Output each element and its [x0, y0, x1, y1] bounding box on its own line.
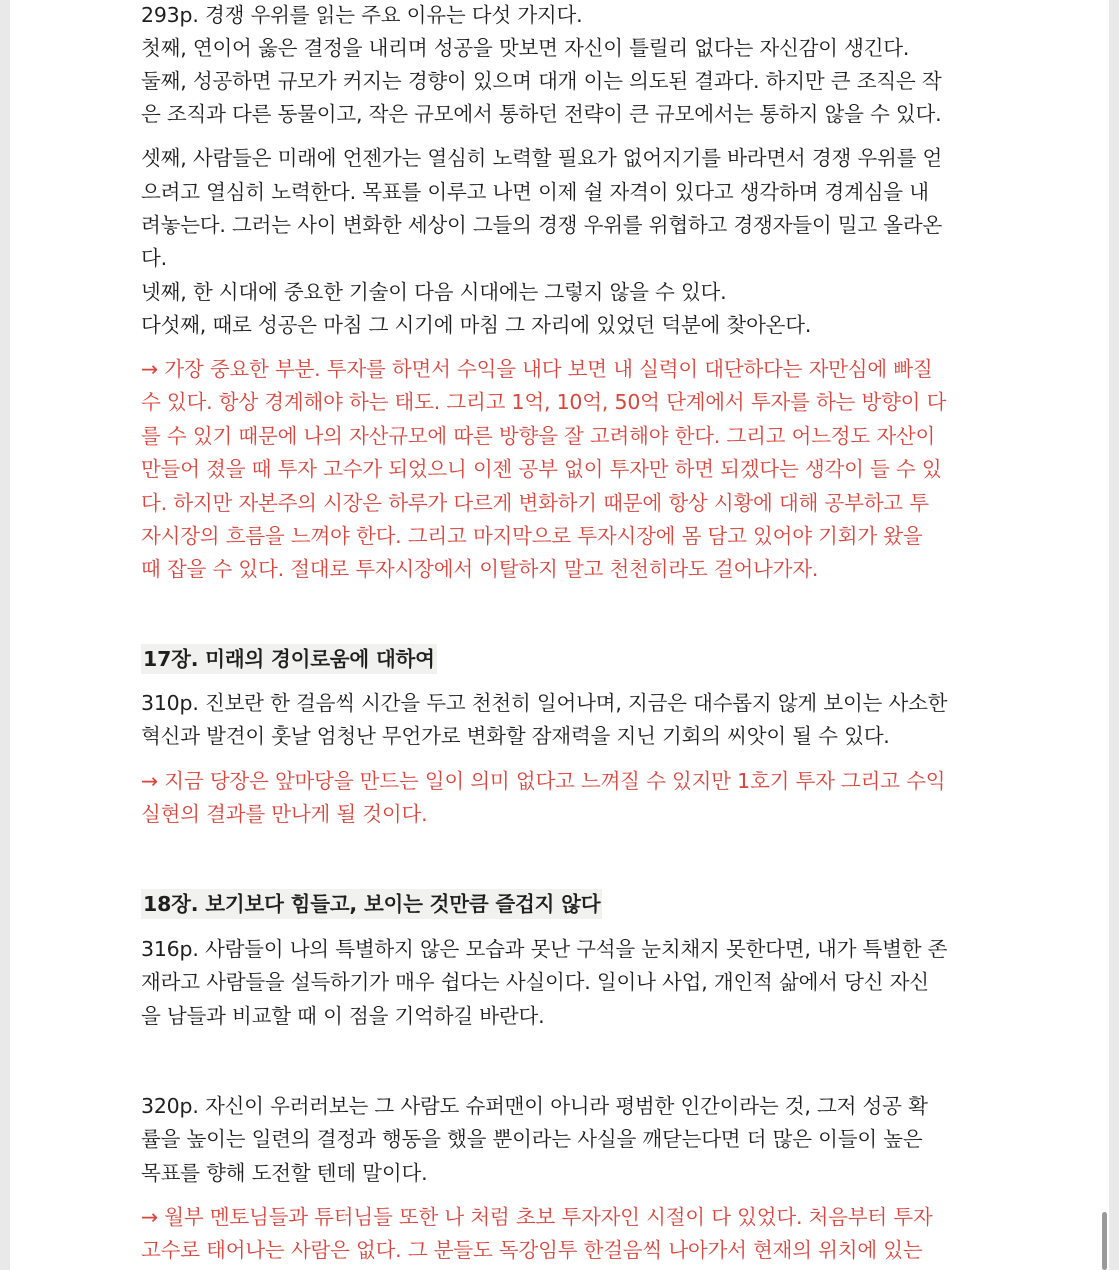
note-line: 수 있다. 항상 경계해야 하는 태도. 그리고 1억, 10억, 50억 단계에서 투자를 하는 방향이 다	[141, 390, 947, 414]
quote-line: 목표를 향해 도전할 텐데 말이다.	[141, 1161, 428, 1185]
scrollbar-thumb[interactable]	[1102, 1212, 1107, 1270]
note-line: 고수로 태어나는 사람은 없다. 그 분들도 독강임투 한걸음씩 나아가서 현재의 위치에 있는	[141, 1238, 923, 1262]
quote-line: 다섯째, 때로 성공은 마침 그 시기에 마침 그 자리에 있었던 덕분에 찾아온다.	[141, 313, 812, 337]
note-line: → 지금 당장은 앞마당을 만드는 일이 의미 없다고 느껴질 수 있지만 1호기 투자 그리고 수익	[141, 769, 946, 793]
note-line: 만들어 졌을 때 투자 고수가 되었으니 이젠 공부 없이 투자만 하면 되겠다는 생각이 들 수 있	[141, 457, 942, 481]
quote-line: 320p. 자신이 우러러보는 그 사람도 슈퍼맨이 아니라 평범한 인간이라는 것, 그저 성공 확	[141, 1094, 928, 1118]
note-line: → 가장 중요한 부분. 투자를 하면서 수익을 내다 보면 내 실력이 대단하다는 자만심에 빠질	[141, 357, 933, 381]
quote-line: 혁신과 발견이 훗날 엄청난 무언가로 변화할 잠재력을 지닌 기회의 씨앗이 될 수 있다.	[141, 724, 890, 748]
note-line: 를 수 있기 때문에 나의 자산규모에 따른 방향을 잘 고려해야 한다. 그리고 어느정도 자산이	[141, 424, 936, 448]
quote-line: 둘째, 성공하면 규모가 커지는 경향이 있으며 대개 이는 의도된 결과다. 하지만 큰 조직은 작	[141, 69, 942, 93]
quote-line: 310p. 진보란 한 걸음씩 시간을 두고 천천히 일어나며, 지금은 대수롭지 않게 보이는 사소한	[141, 691, 948, 715]
section-heading-17: 17장. 미래의 경이로움에 대하여	[141, 644, 437, 674]
note-line: 실현의 결과를 만나게 될 것이다.	[141, 802, 428, 826]
right-page-edge	[1109, 0, 1119, 1270]
section-heading-18: 18장. 보기보다 힘들고, 보이는 것만큼 즐겁지 않다	[141, 889, 602, 919]
note-line: → 월부 멘토님들과 튜터님들 또한 나 처럼 초보 투자자인 시절이 다 있었다. 처음부터 투자	[141, 1205, 933, 1229]
quote-line: 률을 높이는 일련의 결정과 행동을 했을 뿐이라는 사실을 깨닫는다면 더 많은 이들이 높은	[141, 1127, 923, 1151]
quote-line: 은 조직과 다른 동물이고, 작은 규모에서 통하던 전략이 큰 규모에서는 통하지 않을 수 있다.	[141, 102, 942, 126]
quote-line: 316p. 사람들이 나의 특별하지 않은 모습과 못난 구석을 눈치채지 못한다면, 내가 특별한 존	[141, 937, 948, 961]
quote-line: 으려고 열심히 노력한다. 목표를 이루고 나면 이제 쉴 자격이 있다고 생각하며 경계심을 내	[141, 180, 929, 204]
left-page-edge	[0, 0, 10, 1270]
note-line: 때 잡을 수 있다. 절대로 투자시장에서 이탈하지 말고 천천히라도 걸어나가자.	[141, 557, 819, 581]
quote-line: 을 남들과 비교할 때 이 점을 기억하길 바란다.	[141, 1004, 545, 1028]
note-line: 다. 하지만 자본주의 시장은 하루가 다르게 변화하기 때문에 항상 시황에 대해 공부하고 투	[141, 491, 929, 515]
quote-line: 넷째, 한 시대에 중요한 기술이 다음 시대에는 그렇지 않을 수 있다.	[141, 280, 727, 304]
quote-line: 293p. 경쟁 우위를 읽는 주요 이유는 다섯 가지다.	[141, 3, 583, 27]
quote-line: 첫째, 연이어 옳은 결정을 내리며 성공을 맛보면 자신이 틀릴리 없다는 자신감이 생긴다.	[141, 36, 910, 60]
quote-line: 다.	[141, 246, 167, 270]
note-line: 자시장의 흐름을 느껴야 한다. 그리고 마지막으로 투자시장에 몸 담고 있어야 기회가 왔을	[141, 524, 923, 548]
quote-line: 재라고 사람들을 설득하기가 매우 쉽다는 사실이다. 일이나 사업, 개인적 삶에서 당신 자신	[141, 970, 929, 994]
quote-line: 셋째, 사람들은 미래에 언젠가는 열심히 노력할 필요가 없어지기를 바라면서 경쟁 우위를 얻	[141, 146, 943, 170]
quote-line: 려놓는다. 그러는 사이 변화한 세상이 그들의 경쟁 우위를 위협하고 경쟁자들이 밀고 올라온	[141, 213, 943, 237]
